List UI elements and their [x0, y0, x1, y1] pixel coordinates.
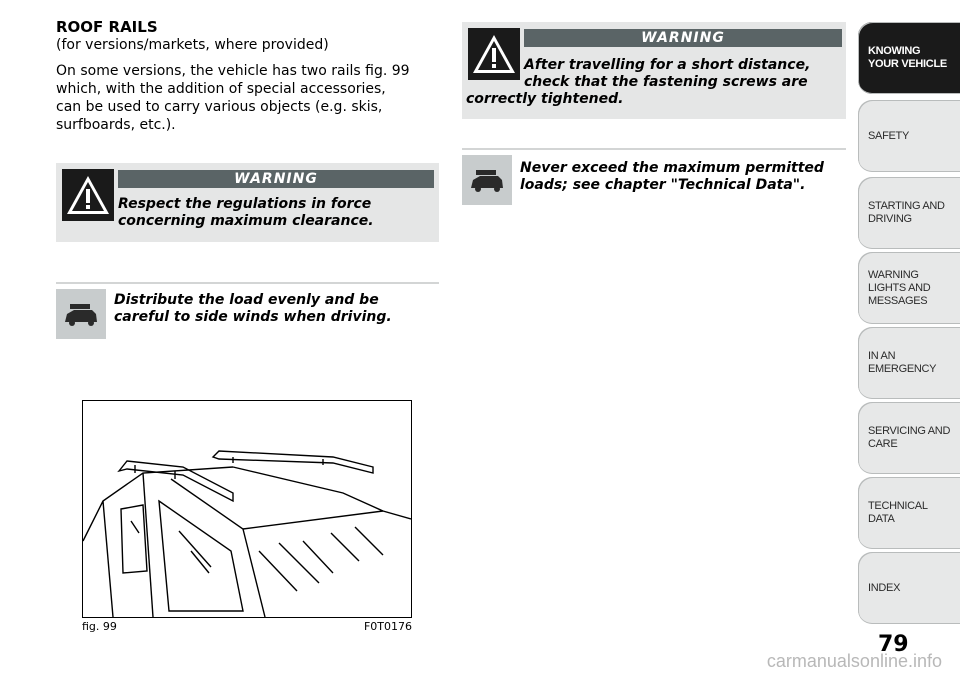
warning-box-right — [462, 22, 846, 119]
page-number: 79 — [878, 632, 909, 657]
warning-header: WARNING — [118, 170, 434, 188]
roof-rails-illustration — [83, 401, 411, 617]
watermark: carmanualsonline.info — [766, 651, 942, 671]
tab-label: TECHNICAL DATA — [868, 500, 928, 525]
tab-label: SERVICING AND CARE — [868, 425, 951, 450]
loaded-vehicle-icon — [462, 155, 512, 205]
tab-starting-and-driving[interactable] — [858, 177, 960, 249]
tab-label: SAFETY — [868, 129, 909, 142]
section-subheading: (for versions/markets, where provided) — [56, 37, 329, 53]
warning-text-line3: correctly tightened. — [466, 91, 624, 107]
warning-box-left — [56, 163, 439, 242]
tab-knowing-your-vehicle[interactable] — [858, 22, 960, 94]
load-note-right — [462, 148, 846, 208]
figure-number: fig. 99 — [82, 620, 117, 633]
section-heading: ROOF RAILS — [56, 18, 158, 36]
warning-text-line1: After travelling for a short distance, — [524, 57, 811, 73]
tab-safety[interactable] — [858, 100, 960, 172]
divider — [56, 282, 439, 284]
section-paragraph: On some versions, the vehicle has two rails fig. 99 which, with the addition of special accessories, can be used to carry various objects (e.g. skis, surfboards, etc.). — [56, 63, 410, 133]
tab-in-an-emergency[interactable] — [858, 327, 960, 399]
roof-rails-section — [56, 18, 440, 134]
tab-technical-data[interactable] — [858, 477, 960, 549]
tab-label: STARTING AND DRIVING — [868, 200, 945, 225]
tab-warning-lights[interactable] — [858, 252, 960, 324]
tab-label: INDEX — [868, 581, 901, 594]
tab-label: WARNING LIGHTS AND MESSAGES — [868, 268, 931, 307]
loaded-vehicle-icon — [56, 289, 106, 339]
tab-index[interactable] — [858, 552, 960, 624]
load-note-text: Never exceed the maximum permitted loads; see chapter "Technical Data". — [520, 160, 824, 193]
tab-label: KNOWING YOUR VEHICLE — [868, 45, 947, 70]
tab-label: IN AN EMERGENCY — [868, 350, 937, 375]
warning-text-line2: check that the fastening screws are — [524, 74, 808, 90]
warning-text: Respect the regulations in force concerning maximum clearance. — [118, 196, 374, 229]
load-note-left — [56, 282, 439, 342]
warning-triangle-icon — [62, 169, 114, 221]
warning-header: WARNING — [524, 29, 842, 47]
load-note-text: Distribute the load evenly and be careful to side winds when driving. — [114, 292, 392, 325]
warning-triangle-icon — [468, 28, 520, 80]
figure-code: F0T0176 — [363, 620, 412, 633]
divider — [462, 148, 846, 150]
figure-roof-rails — [82, 400, 412, 618]
tab-servicing-and-care[interactable] — [858, 402, 960, 474]
